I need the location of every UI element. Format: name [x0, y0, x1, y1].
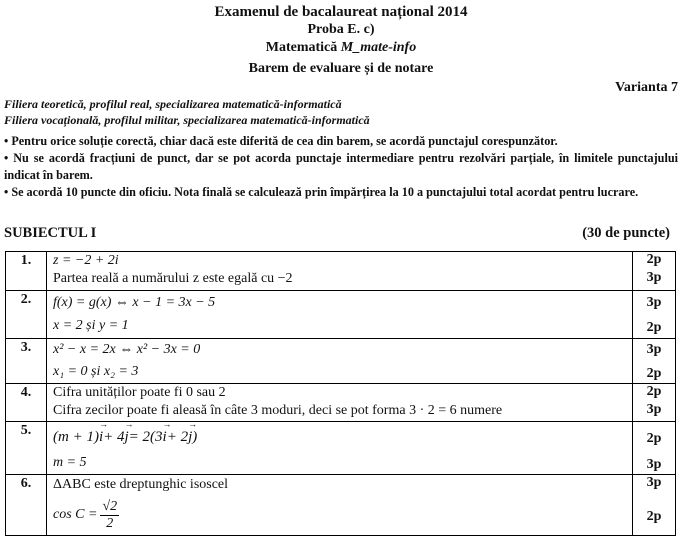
rule-2: • Nu se acordă fracțiuni de punct, dar se pot acorda punctaje intermediare pentru rezolvări parțiale, în limitele punctajului indicat în barem. — [4, 151, 678, 182]
solution-line: ΔABC este dreptunghic isoscel — [53, 477, 229, 492]
section-title: SUBIECTUL I — [4, 225, 97, 241]
points-value: 2p — [646, 384, 662, 399]
solution-line: m = 5 — [53, 454, 87, 470]
solution-line: z = −2 + 2i — [53, 253, 119, 268]
barem-table — [5, 251, 676, 536]
row-number: 2. — [6, 291, 47, 338]
row-number: 5. — [6, 422, 47, 474]
points-value: 3p — [646, 270, 662, 285]
row-solution — [47, 252, 633, 290]
points-value: 2p — [646, 252, 662, 267]
row-solution — [47, 422, 633, 474]
solution-line: Partea reală a numărului z este egală cu −2 — [53, 271, 293, 286]
row-number: 1. — [6, 252, 47, 290]
rule-1: • Pentru orice soluție corectă, chiar dacă este diferită de cea din barem, se acordă punctajul corespunzător. — [4, 134, 558, 148]
solution-line: x² − x = 2x ⇔ x² − 3x = 0 — [53, 342, 201, 357]
points-value: 2p — [646, 320, 662, 335]
row-points — [633, 384, 675, 421]
fraction-denominator: 2 — [106, 516, 114, 531]
cos-label: cos C = — [53, 507, 98, 522]
row-points — [633, 422, 675, 474]
fraction-numerator: √2 — [102, 499, 118, 514]
rule-3: • Se acordă 10 puncte din oficiu. Nota finală se calculează prin împărțirea la 10 a punctajului total acordat pentru lucrare. — [4, 185, 639, 199]
filiera-1: Filiera teoretică, profilul real, specializarea matematică-informatică — [4, 97, 342, 111]
table-row — [6, 474, 675, 535]
points-value: 3p — [646, 457, 662, 472]
row-points — [633, 339, 675, 383]
subject-italic: M_mate-info — [340, 40, 417, 55]
table-row — [6, 252, 675, 290]
solution-line: x₁ = 0 și x₂ = 3 — [53, 363, 139, 379]
rules-list — [4, 133, 678, 201]
row-solution — [47, 384, 633, 421]
row-points — [633, 252, 675, 290]
exam-proba: Proba E. c) — [307, 22, 375, 37]
points-value: 2p — [646, 431, 662, 446]
solution-line — [53, 495, 632, 535]
exam-title: Examenul de bacalaureat național 2014 — [214, 4, 468, 20]
row-points — [633, 475, 675, 535]
points-value: 3p — [646, 402, 662, 417]
table-row — [6, 383, 675, 421]
filiera-2: Filiera vocațională, profilul militar, specializarea matematică-informatică — [4, 113, 370, 127]
barem-title: Barem de evaluare și de notare — [248, 61, 434, 76]
row-number: 3. — [6, 339, 47, 383]
fraction — [100, 499, 119, 531]
solution-line: Cifra unităților poate fi 0 sau 2 — [53, 385, 226, 400]
section-points: (30 de puncte) — [582, 225, 670, 241]
points-value: 3p — [646, 342, 662, 357]
points-value: 3p — [646, 295, 662, 310]
points-value: 2p — [646, 366, 662, 381]
row-solution — [47, 291, 633, 338]
subject-prefix: Matematică — [265, 40, 341, 55]
row-number: 6. — [6, 475, 47, 535]
solution-line: f(x) = g(x) ⇔ x − 1 = 3x − 5 — [53, 295, 216, 310]
table-row — [6, 338, 675, 383]
solution-line: (m + 1) → i + 4 → j = 2(3 → i + 2 → j ) — [53, 422, 632, 452]
table-row — [6, 290, 675, 338]
variant-label: Varianta 7 — [615, 80, 678, 95]
row-solution — [47, 475, 633, 535]
solution-line: x = 2 și y = 1 — [53, 318, 129, 333]
points-value: 3p — [646, 475, 662, 490]
row-points — [633, 291, 675, 338]
points-value: 2p — [646, 509, 662, 524]
table-row — [6, 421, 675, 474]
row-solution — [47, 339, 633, 383]
solution-line: Cifra zecilor poate fi aleasă în câte 3 moduri, deci se pot forma 3 · 2 = 6 numere — [53, 403, 503, 418]
row-number: 4. — [6, 384, 47, 421]
exam-subject — [0, 40, 682, 56]
